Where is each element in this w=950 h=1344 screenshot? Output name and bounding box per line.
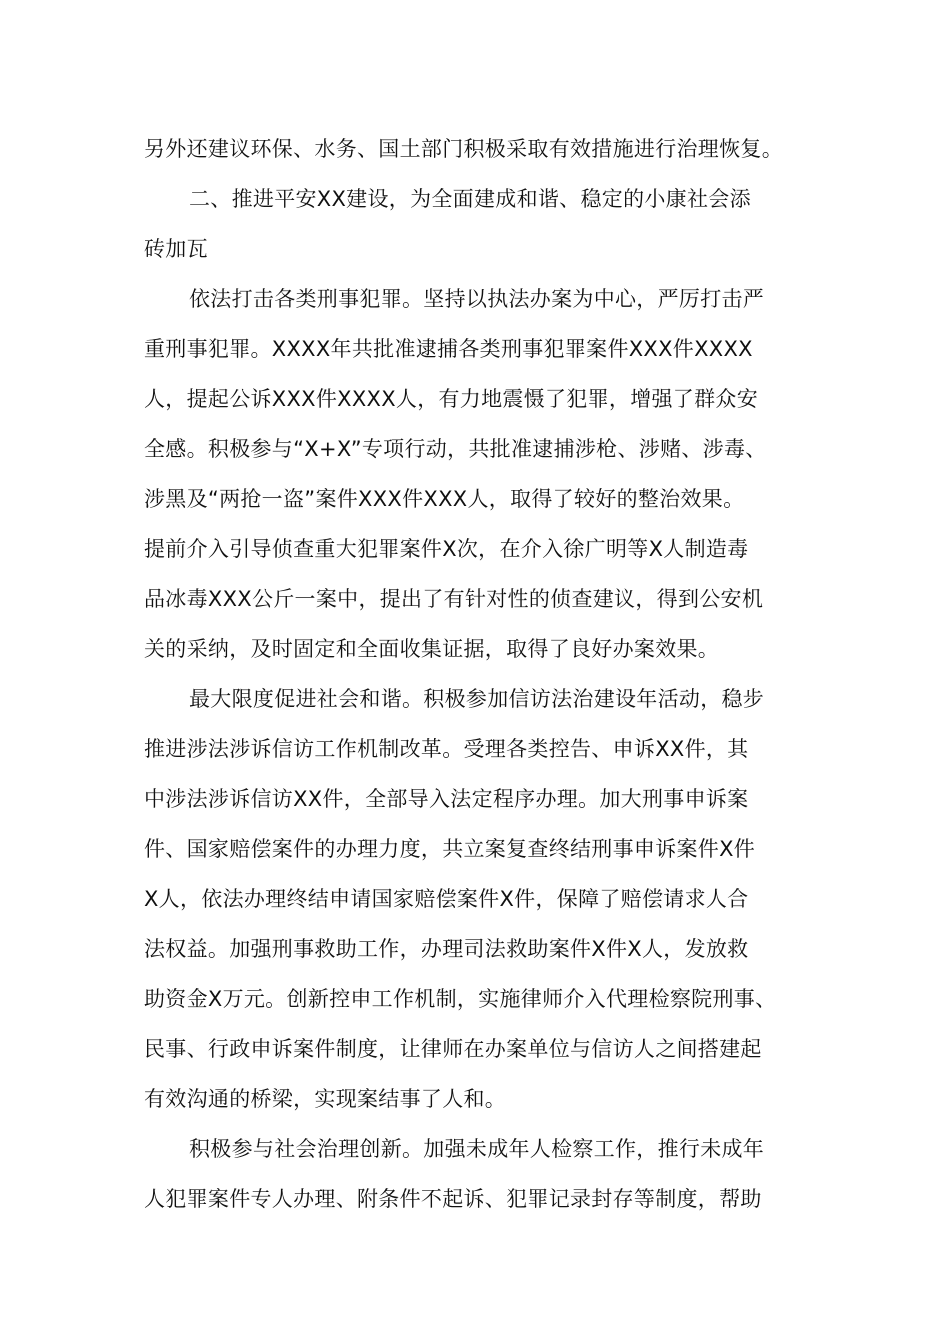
text-line: 推进涉法涉诉信访工作机制改革。受理各类控告、申诉XX件，其 xyxy=(144,737,749,761)
text-line: 重刑事犯罪。XXXX年共批准逮捕各类刑事犯罪案件XXX件XXXX xyxy=(144,337,753,361)
text-line: 有效沟通的桥梁，实现案结事了人和。 xyxy=(144,1087,507,1111)
text-line: 提前介入引导侦查重大犯罪案件X次，在介入徐广明等X人制造毒 xyxy=(144,537,749,561)
text-line: 民事、行政申诉案件制度，让律师在办案单位与信访人之间搭建起 xyxy=(144,1037,762,1061)
text-line: 另外还建议环保、水务、国土部门积极采取有效措施进行治理恢复。 xyxy=(144,137,783,161)
text-line: 助资金X万元。创新控申工作机制，实施律师介入代理检察院刑事、 xyxy=(144,987,777,1011)
section-heading-continued: 砖加瓦 xyxy=(144,237,208,261)
text-line: 品冰毒XXX公斤一案中，提出了有针对性的侦查建议，得到公安机 xyxy=(144,587,764,611)
section-heading: 二、推进平安XX建设，为全面建成和谐、稳定的小康社会添 xyxy=(189,187,751,211)
text-line: 关的采纳，及时固定和全面收集证据，取得了良好办案效果。 xyxy=(144,637,720,661)
text-line: 人犯罪案件专人办理、附条件不起诉、犯罪记录封存等制度，帮助 xyxy=(144,1187,762,1211)
text-line: 涉黑及“两抢一盗”案件XXX件XXX人，取得了较好的整治效果。 xyxy=(144,487,745,511)
text-line: 人，提起公诉XXX件XXXX人，有力地震慑了犯罪，增强了群众安 xyxy=(144,387,759,411)
text-line: 中涉法涉诉信访XX件，全部导入法定程序办理。加大刑事申诉案 xyxy=(144,787,749,811)
paragraph-first-line: 积极参与社会治理创新。加强未成年人检察工作，推行未成年 xyxy=(189,1137,765,1161)
text-line: 全感。积极参与“X+X”专项行动，共批准逮捕涉枪、涉赌、涉毒、 xyxy=(144,437,767,461)
text-line: 件、国家赔偿案件的办理力度，共立案复查终结刑事申诉案件X件 xyxy=(144,837,756,861)
paragraph-first-line: 最大限度促进社会和谐。积极参加信访法治建设年活动，稳步 xyxy=(189,687,765,711)
paragraph-first-line: 依法打击各类刑事犯罪。坚持以执法办案为中心，严厉打击严 xyxy=(189,287,765,311)
text-line: X人，依法办理终结申请国家赔偿案件X件，保障了赔偿请求人合 xyxy=(144,887,749,911)
text-line: 法权益。加强刑事救助工作，办理司法救助案件X件X人，发放救 xyxy=(144,937,749,961)
